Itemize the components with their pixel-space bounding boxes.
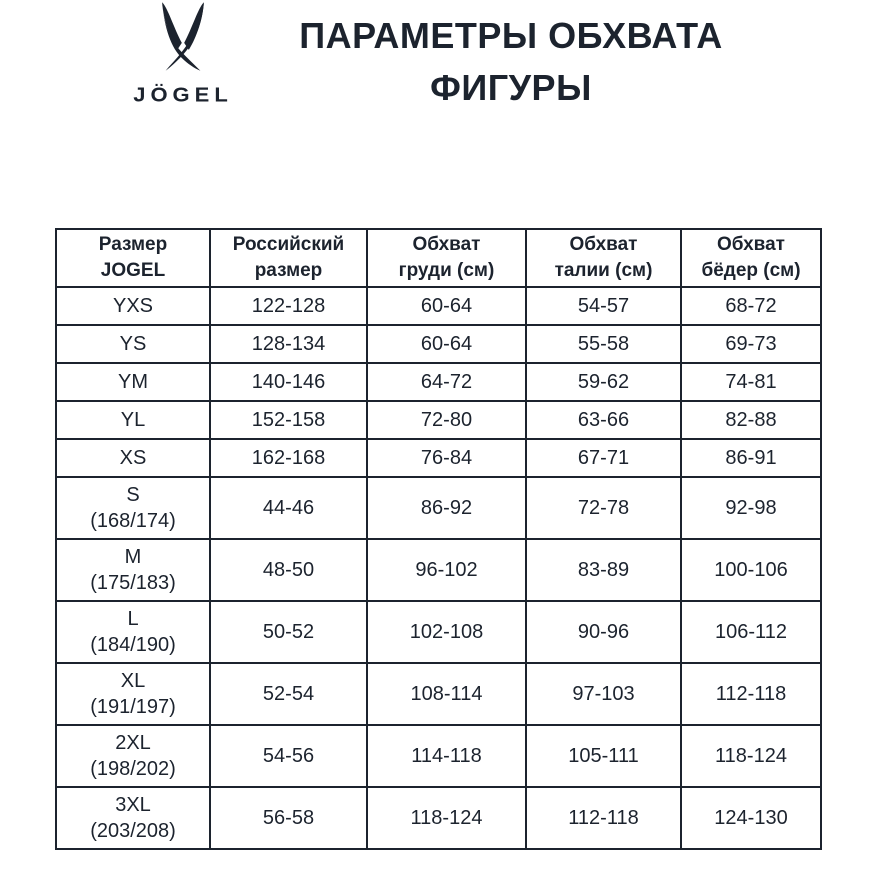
page-title-line1: ПАРАМЕТРЫ ОБХВАТА xyxy=(299,15,723,56)
cell-waist: 105-111 xyxy=(526,725,681,787)
cell-hips: 68-72 xyxy=(681,287,821,325)
cell-chest: 102-108 xyxy=(367,601,526,663)
table-row xyxy=(56,325,821,363)
cell-waist: 54-57 xyxy=(526,287,681,325)
cell-chest: 86-92 xyxy=(367,477,526,539)
table-row xyxy=(56,725,821,787)
cell-hips: 82-88 xyxy=(681,401,821,439)
page-title-line2: ФИГУРЫ xyxy=(430,67,592,108)
cell-russian-size: 48-50 xyxy=(210,539,367,601)
cell-size: L (184/190) xyxy=(56,601,210,663)
cell-chest: 60-64 xyxy=(367,287,526,325)
cell-chest: 64-72 xyxy=(367,363,526,401)
cell-size: M (175/183) xyxy=(56,539,210,601)
cell-size: 3XL (203/208) xyxy=(56,787,210,849)
cell-waist: 63-66 xyxy=(526,401,681,439)
cell-hips: 118-124 xyxy=(681,725,821,787)
cell-russian-size: 50-52 xyxy=(210,601,367,663)
cell-hips: 112-118 xyxy=(681,663,821,725)
cell-waist: 72-78 xyxy=(526,477,681,539)
cell-waist: 112-118 xyxy=(526,787,681,849)
cell-chest: 118-124 xyxy=(367,787,526,849)
cell-hips: 100-106 xyxy=(681,539,821,601)
page-title xyxy=(288,10,734,114)
cell-size: XL (191/197) xyxy=(56,663,210,725)
cell-hips: 106-112 xyxy=(681,601,821,663)
cell-chest: 96-102 xyxy=(367,539,526,601)
cell-waist: 59-62 xyxy=(526,363,681,401)
cell-russian-size: 162-168 xyxy=(210,439,367,477)
cell-russian-size: 56-58 xyxy=(210,787,367,849)
table-row xyxy=(56,787,821,849)
table-row xyxy=(56,439,821,477)
cell-size: YXS xyxy=(56,287,210,325)
cell-waist: 55-58 xyxy=(526,325,681,363)
brand-wordmark: JÖGEL xyxy=(133,83,233,107)
header-size-jogel: Размер JOGEL xyxy=(56,229,210,287)
brand-logo xyxy=(118,2,248,106)
cell-size: YM xyxy=(56,363,210,401)
cell-hips: 86-91 xyxy=(681,439,821,477)
cell-russian-size: 44-46 xyxy=(210,477,367,539)
header-waist: Обхват талии (см) xyxy=(526,229,681,287)
cell-russian-size: 54-56 xyxy=(210,725,367,787)
cell-size: XS xyxy=(56,439,210,477)
cell-waist: 83-89 xyxy=(526,539,681,601)
table-row xyxy=(56,363,821,401)
cell-waist: 90-96 xyxy=(526,601,681,663)
header-russian-size: Российский размер xyxy=(210,229,367,287)
cell-chest: 76-84 xyxy=(367,439,526,477)
table-row xyxy=(56,287,821,325)
cell-hips: 74-81 xyxy=(681,363,821,401)
table-header-row xyxy=(56,229,821,287)
header-hips: Обхват бёдер (см) xyxy=(681,229,821,287)
table-row xyxy=(56,539,821,601)
cell-russian-size: 122-128 xyxy=(210,287,367,325)
cell-waist: 67-71 xyxy=(526,439,681,477)
cell-russian-size: 140-146 xyxy=(210,363,367,401)
cell-chest: 108-114 xyxy=(367,663,526,725)
cell-size: YL xyxy=(56,401,210,439)
size-chart-table xyxy=(55,228,822,850)
table-row xyxy=(56,477,821,539)
table-row xyxy=(56,601,821,663)
table-row xyxy=(56,663,821,725)
cell-hips: 69-73 xyxy=(681,325,821,363)
header-chest: Обхват груди (см) xyxy=(367,229,526,287)
cell-chest: 114-118 xyxy=(367,725,526,787)
cell-russian-size: 152-158 xyxy=(210,401,367,439)
cell-hips: 92-98 xyxy=(681,477,821,539)
cell-size: 2XL (198/202) xyxy=(56,725,210,787)
cell-chest: 72-80 xyxy=(367,401,526,439)
jogel-v-emblem-icon xyxy=(154,2,212,78)
cell-size: S (168/174) xyxy=(56,477,210,539)
cell-hips: 124-130 xyxy=(681,787,821,849)
table-row xyxy=(56,401,821,439)
cell-size: YS xyxy=(56,325,210,363)
cell-russian-size: 52-54 xyxy=(210,663,367,725)
cell-waist: 97-103 xyxy=(526,663,681,725)
cell-chest: 60-64 xyxy=(367,325,526,363)
cell-russian-size: 128-134 xyxy=(210,325,367,363)
